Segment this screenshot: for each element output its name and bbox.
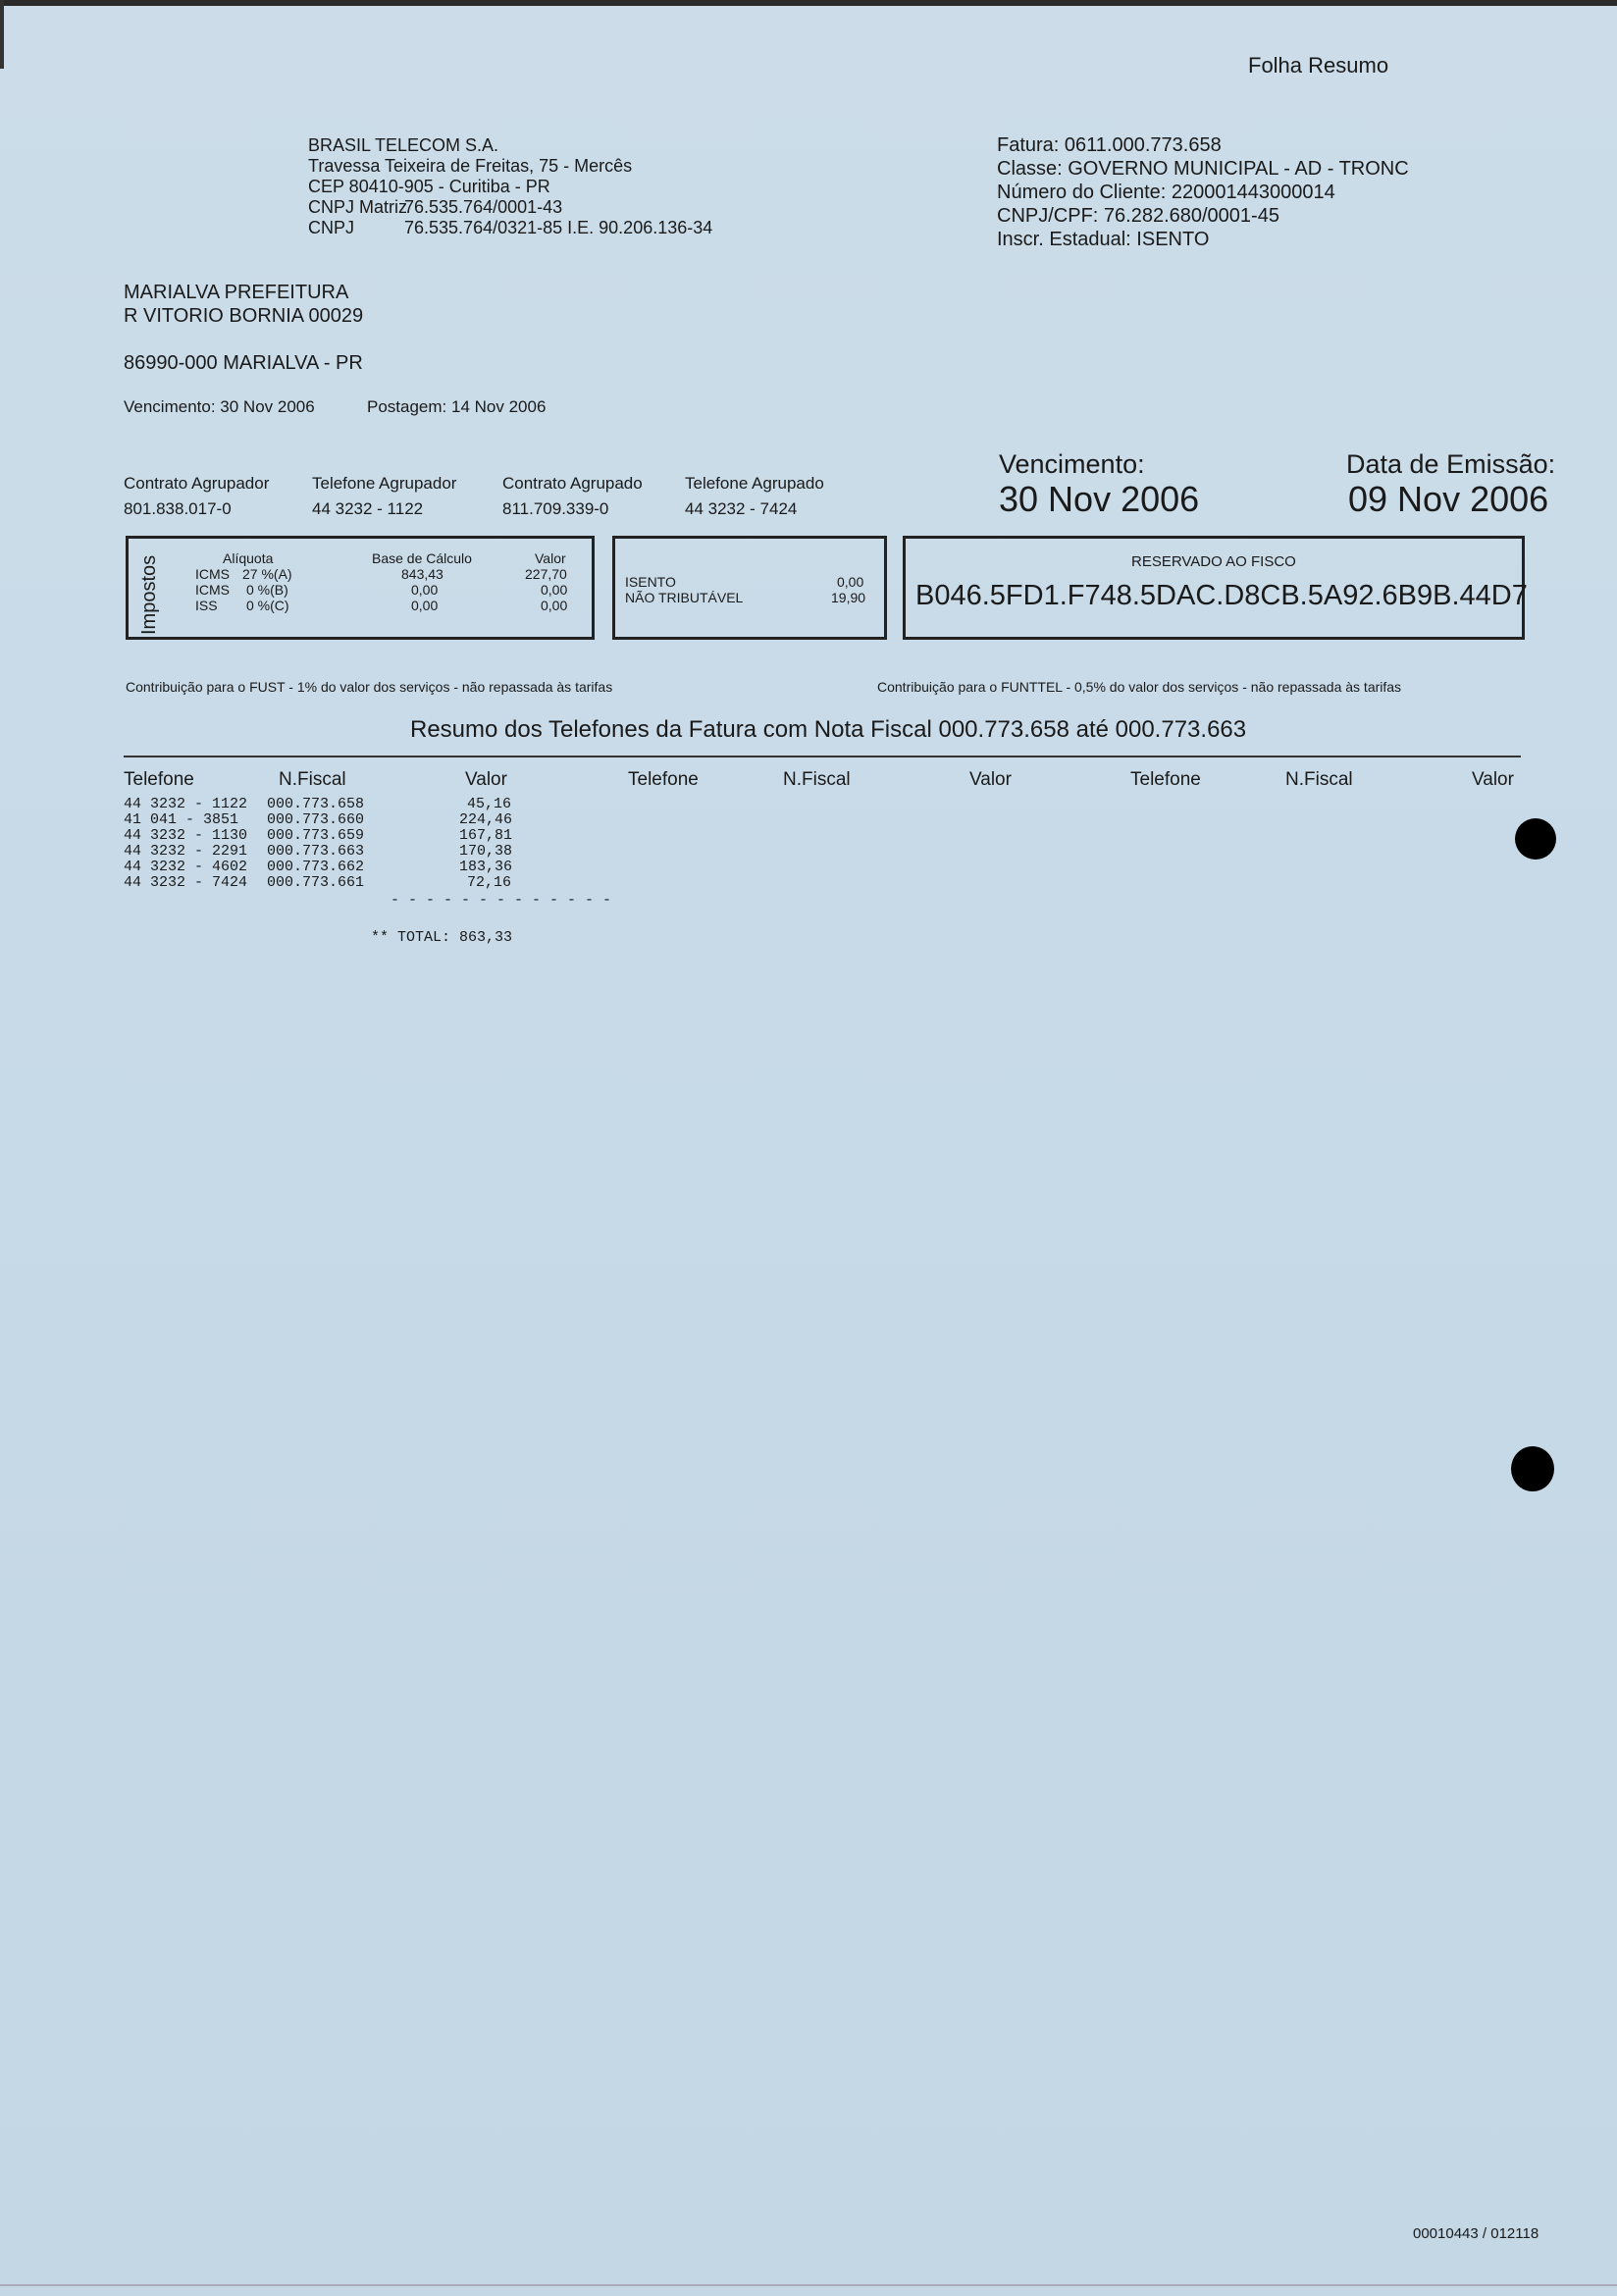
telefone-agrupado-value: 44 3232 - 7424 — [685, 499, 798, 518]
company-cnpj-matriz: CNPJ Matriz 76.535.764/0001-43 — [308, 197, 563, 217]
emissao-value: 09 Nov 2006 — [1348, 479, 1549, 519]
client-street: R VITORIO BORNIA 00029 — [124, 305, 364, 327]
fisco-label: RESERVADO AO FISCO — [1131, 553, 1296, 570]
inscricao-estadual: Inscr. Estadual: ISENTO — [997, 229, 1210, 250]
fust-note: Contribuição para o FUST - 1% do valor dos serviços - não repassada às tarifas — [126, 679, 613, 695]
contrato-agrupador-value: 801.838.017-0 — [124, 499, 232, 518]
aliquota-header: Alíquota — [223, 550, 274, 566]
impostos-side-label: Impostos — [138, 554, 160, 635]
postagem-line: Postagem: 14 Nov 2006 — [367, 397, 547, 416]
page-label: Folha Resumo — [1248, 53, 1389, 78]
telefone-agrupador-label: Telefone Agrupador — [312, 474, 457, 493]
tax-aliquota: 27 %(A) — [242, 566, 292, 582]
impostos-box — [126, 536, 595, 640]
emissao-label: Data de Emissão: — [1346, 449, 1556, 479]
nao-tributavel-label: NÃO TRIBUTÁVEL — [625, 590, 744, 605]
classe: Classe: GOVERNO MUNICIPAL - AD - TRONC — [997, 158, 1409, 180]
telefone-agrupador-value: 44 3232 - 1122 — [312, 499, 424, 518]
row-nfiscal: 000.773.659 — [267, 827, 365, 844]
row-telefone: 44 3232 - 1130 — [124, 827, 248, 844]
row-valor: 167,81 — [459, 827, 513, 844]
contrato-agrupado-label: Contrato Agrupado — [502, 474, 643, 493]
row-nfiscal: 000.773.660 — [267, 811, 365, 828]
summary-rule — [124, 756, 1521, 757]
tax-aliquota: 0 %(C) — [246, 598, 289, 613]
numero-cliente: Número do Cliente: 220001443000014 — [997, 182, 1335, 203]
row-telefone: 44 3232 - 4602 — [124, 859, 248, 875]
col-valor-3: Valor — [1472, 769, 1514, 790]
telefone-agrupado-label: Telefone Agrupado — [685, 474, 824, 493]
col-telefone-1: Telefone — [124, 769, 194, 790]
row-valor: 72,16 — [467, 874, 512, 891]
punch-hole-bottom — [1511, 1446, 1554, 1491]
funttel-note: Contribuição para o FUNTTEL - 0,5% do valor dos serviços - não repassada às tarifas — [877, 679, 1402, 695]
col-nfiscal-2: N.Fiscal — [783, 769, 851, 790]
total-dashes: - - - - - - - - - - - - - — [391, 892, 612, 909]
row-valor: 170,38 — [459, 843, 513, 860]
scan-left-edge — [0, 0, 4, 69]
col-telefone-3: Telefone — [1130, 769, 1201, 790]
row-valor: 224,46 — [459, 811, 513, 828]
col-nfiscal-1: N.Fiscal — [279, 769, 346, 790]
fisco-code: B046.5FD1.F748.5DAC.D8CB.5A92.6B9B.44D7 — [915, 580, 1528, 611]
row-telefone: 41 041 - 3851 — [124, 811, 239, 828]
scan-bottom-edge — [0, 2284, 1617, 2286]
row-nfiscal: 000.773.663 — [267, 843, 365, 860]
tax-base: 843,43 — [401, 566, 443, 582]
vencimento-label: Vencimento: — [999, 449, 1145, 479]
col-valor-1: Valor — [465, 769, 507, 790]
col-valor-2: Valor — [969, 769, 1012, 790]
scan-top-border — [0, 0, 1617, 6]
fisco-box — [903, 536, 1528, 640]
row-nfiscal: 000.773.658 — [267, 796, 365, 812]
nao-tributavel-value: 19,90 — [831, 590, 866, 605]
tax-base: 0,00 — [411, 582, 439, 598]
row-telefone: 44 3232 - 2291 — [124, 843, 248, 860]
company-address: Travessa Teixeira de Freitas, 75 - Mercês — [308, 156, 633, 176]
col-telefone-2: Telefone — [628, 769, 699, 790]
row-valor: 45,16 — [467, 796, 512, 812]
fatura-number: Fatura: 0611.000.773.658 — [997, 134, 1222, 156]
total-value: 863,33 — [459, 929, 513, 946]
page-code: 00010443 / 012118 — [1413, 2225, 1539, 2242]
client-city: 86990-000 MARIALVA - PR — [124, 352, 363, 374]
punch-hole-top — [1515, 818, 1556, 860]
isento-value: 0,00 — [837, 574, 864, 590]
vencimento-line: Vencimento: 30 Nov 2006 — [124, 397, 315, 416]
tax-aliquota: 0 %(B) — [246, 582, 288, 598]
tax-base: 0,00 — [411, 598, 439, 613]
row-telefone: 44 3232 - 7424 — [124, 874, 248, 891]
company-block — [308, 135, 712, 238]
invoice-block — [997, 133, 1409, 251]
tax-valor: 0,00 — [541, 582, 568, 598]
row-nfiscal: 000.773.661 — [267, 874, 365, 891]
row-telefone: 44 3232 - 1122 — [124, 796, 248, 812]
tax-valor: 227,70 — [525, 566, 567, 582]
row-nfiscal: 000.773.662 — [267, 859, 365, 875]
client-name: MARIALVA PREFEITURA — [124, 282, 349, 303]
total-label: ** TOTAL: — [371, 929, 451, 946]
contrato-agrupado-value: 811.709.339-0 — [502, 499, 609, 518]
tax-valor: 0,00 — [541, 598, 568, 613]
tax-name: ISS — [195, 598, 218, 613]
base-header: Base de Cálculo — [372, 550, 472, 566]
tax-name: ICMS — [195, 566, 230, 582]
valor-header: Valor — [535, 550, 566, 566]
company-cnpj: CNPJ 76.535.764/0321-85 I.E. 90.206.136-34 — [308, 218, 713, 237]
cnpj-cpf: CNPJ/CPF: 76.282.680/0001-45 — [997, 205, 1279, 227]
company-cep: CEP 80410-905 - Curitiba - PR — [308, 177, 550, 196]
tax-name: ICMS — [195, 582, 230, 598]
isento-box — [612, 536, 887, 640]
summary-title: Resumo dos Telefones da Fatura com Nota Fiscal 000.773.658 até 000.773.663 — [410, 716, 1247, 743]
isento-label: ISENTO — [625, 574, 676, 590]
contrato-agrupador-label: Contrato Agrupador — [124, 474, 270, 493]
row-valor: 183,36 — [459, 859, 513, 875]
col-nfiscal-3: N.Fiscal — [1285, 769, 1353, 790]
vencimento-value: 30 Nov 2006 — [999, 479, 1200, 519]
company-name: BRASIL TELECOM S.A. — [308, 135, 499, 155]
